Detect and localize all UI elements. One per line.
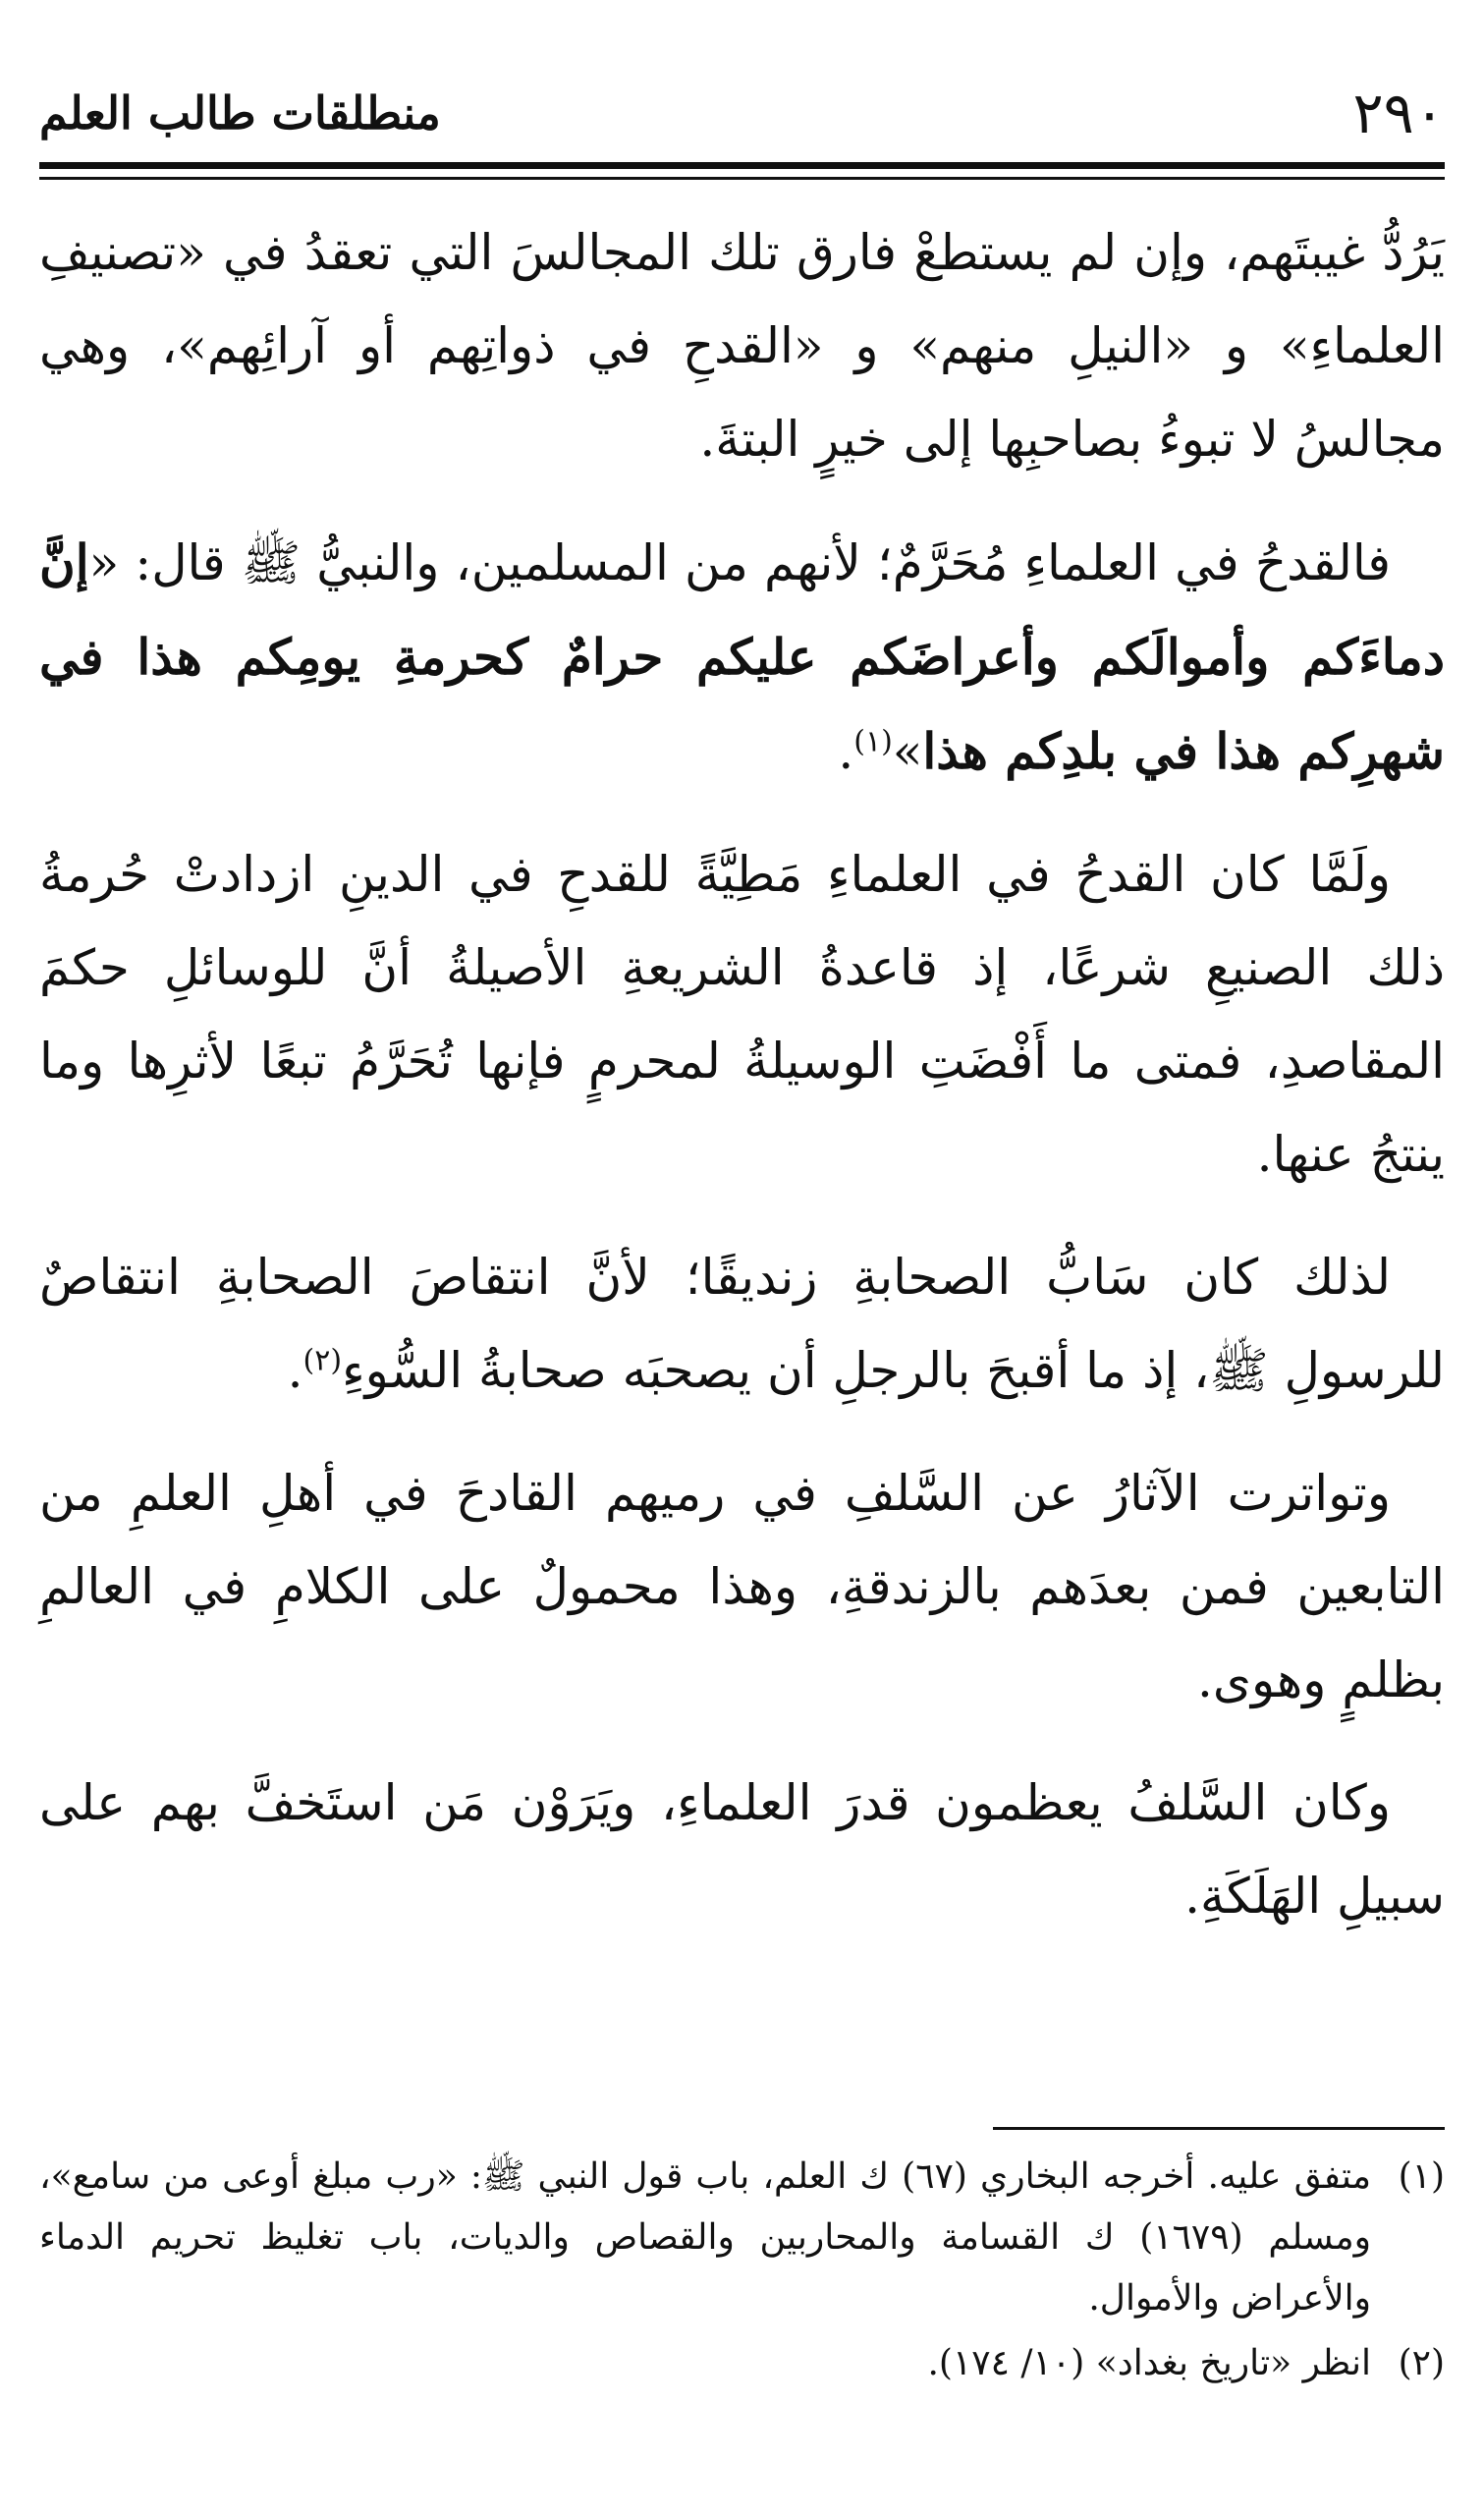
footnote-2 — [39, 2333, 1445, 2394]
paragraph-2-end: » — [892, 723, 923, 780]
footnote-number: (١) — [1398, 2156, 1445, 2197]
paragraph-4 — [39, 1231, 1445, 1418]
page-header — [39, 69, 1445, 157]
page-number: ٢٩٠ — [1352, 80, 1445, 146]
footnote-text: متفق عليه. أخرجه البخاري (٦٧) ك العلم، باب قول النبي ﷺ: «رب مبلغ أوعى من سامع»، ومسلم (١٦٧٩) ك القسامة والمحاربين والقصاص والديات، باب تغليظ تحريم الدماء والأعراض والأموال. — [39, 2156, 1371, 2319]
header-rule-thick — [39, 162, 1445, 169]
header-rule-thin — [39, 177, 1445, 180]
footnote-number: (٢) — [1398, 2343, 1445, 2383]
paragraph-2-start: فالقدحُ في العلماءِ مُحَرَّمٌ؛ لأنهم من المسلمين، والنبيُّ ﷺ قال: « — [88, 534, 1391, 591]
main-text — [39, 206, 1445, 1973]
paragraph-4-stop: . — [287, 1342, 303, 1399]
running-title: منطلقات طالب العلم — [39, 86, 441, 140]
paragraph-3: ولَمَّا كان القدحُ في العلماءِ مَطِيَّةً للقدحِ في الدينِ ازدادتْ حُرمةُ ذلك الصنيعِ شرعًا، إذ قاعدةُ الشريعةِ الأصيلةُ أنَّ للوسائلِ حكمَ المقاصدِ، فمتى ما أَفْضَتِ الوسيلةُ لمحرمٍ فإنها تُحَرَّمُ تبعًا لأثرِها وما ينتجُ عنها. — [39, 846, 1445, 1183]
paragraph-6: وكان السَّلفُ يعظمون قدرَ العلماءِ، ويَرَوْن مَن استَخفَّ بهم على سبيلِ الهَلَكَةِ. — [39, 1774, 1445, 1925]
footnote-ref-1[interactable]: (١) — [853, 724, 893, 759]
paragraph-1: يَرُدُّ غيبتَهم، وإن لم يستطعْ فارق تلك المجالسَ التي تعقدُ في «تصنيفِ العلماءِ» و «النيلِ منهم» و «القدحِ في ذواتِهم أو آرائِهم»، وهي مجالسُ لا تبوءُ بصاحبِها إلى خيرٍ البتةَ. — [39, 224, 1445, 468]
footnotes — [39, 2147, 1445, 2398]
hadith-quote: إنَّ دماءَكم وأموالَكم وأعراضَكم عليكم حرامٌ كحرمةِ يومِكم هذا في شهرِكم هذا في بلدِكم هذا — [39, 533, 1445, 780]
paragraph-2 — [39, 516, 1445, 799]
footnote-1 — [39, 2147, 1445, 2329]
footnote-text: انظر «تاريخ بغداد» (١٠/ ١٧٤). — [927, 2343, 1371, 2383]
footnote-ref-2[interactable]: (٢) — [302, 1343, 343, 1378]
footnote-separator — [993, 2127, 1445, 2130]
paragraph-4-text: لذلك كان سَابُّ الصحابةِ زنديقًا؛ لأنَّ انتقاصَ الصحابةِ انتقاصٌ للرسولِ ﷺ، إذ ما أقبحَ بالرجلِ أن يصحبَه صحابةُ السُّوءِ — [39, 1249, 1445, 1399]
paragraph-2-stop: . — [838, 723, 854, 780]
paragraph-5: وتواترت الآثارُ عن السَّلفِ في رميهم القادحَ في أهلِ العلمِ من التابعين فمن بعدَهم بالزندقةِ، وهذا محمولٌ على الكلامِ في العالمِ بظلمٍ وهوى. — [39, 1465, 1445, 1708]
